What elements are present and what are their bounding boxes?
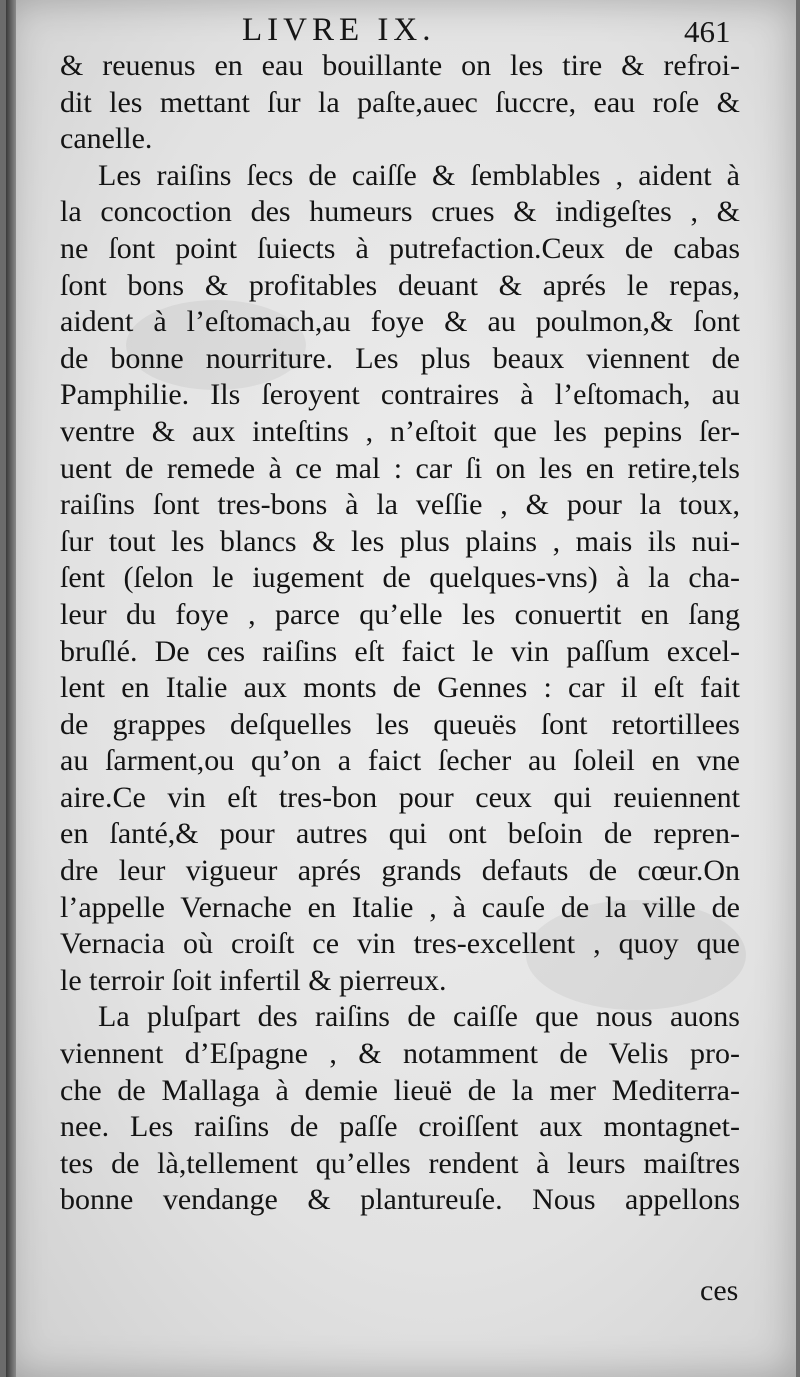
text-line: & reuenus en eau bouillante on les tire & refroi- — [60, 49, 740, 82]
text-line: lent en Italie aux monts de Gennes : car il eſt fait — [60, 671, 740, 705]
text-line: aident à l’eſtomach,au foye & au poulmon,& ſont — [60, 305, 740, 339]
text-line: ventre & aux inteſtins , n’eſtoit que les pepins ſer- — [60, 414, 740, 448]
text-line: ſent (ſelon le iugement de quelques-vns) à la cha- — [60, 561, 740, 595]
page-binding-edge — [6, 0, 16, 1377]
catchword: ces — [700, 1274, 739, 1307]
text-line: che de Mallaga à demie lieuë de la mer Mediterra- — [60, 1073, 740, 1107]
text-line: raiſins ſont tres-bons à la veſſie , & pour la toux, — [60, 488, 740, 522]
text-line: dre leur vigueur aprés grands defauts de cœur.On — [60, 854, 740, 888]
text-line: La pluſpart des raiſins de caiſſe que nous auons — [98, 1000, 740, 1034]
text-line: Vernacia où croiſt ce vin tres-excellent , quoy que — [60, 927, 740, 961]
text-line: canelle. — [60, 122, 153, 156]
text-line: tes de là,tellement qu’elles rendent à leurs maiſtres — [60, 1146, 740, 1180]
page-number: 461 — [684, 14, 731, 49]
body-text — [60, 48, 740, 1219]
paragraph — [60, 999, 740, 1219]
text-line: le terroir ſoit infertil & pierreux. — [60, 963, 447, 997]
text-line: de grappes deſquelles les queuës ſont retortillees — [60, 707, 740, 741]
text-line: Les raiſins ſecs de caiſſe & ſemblables , aident à — [98, 158, 740, 192]
text-line: viennent d’Eſpagne , & notamment de Velis pro- — [60, 1037, 740, 1071]
paragraph — [60, 48, 740, 158]
text-line: bonne vendange & plantureuſe. Nous appellons — [60, 1183, 740, 1217]
text-line: leur du foye , parce qu’elle les conuertit en ſang — [60, 597, 740, 631]
text-line: en ſanté,& pour autres qui ont beſoin de repren- — [60, 817, 740, 851]
text-line: la concoction des humeurs crues & indigeſtes , & — [60, 195, 740, 229]
text-line: nee. Les raiſins de paſſe croiſſent aux montagnet- — [60, 1110, 740, 1144]
text-line: uent de remede à ce mal : car ſi on les en retire,tels — [60, 451, 740, 485]
text-line: Pamphilie. Ils ſeroyent contraires à l’eſtomach, au — [60, 378, 740, 412]
text-line: dit les mettant ſur la paſte,auec ſuccre, eau roſe & — [60, 85, 740, 119]
text-line: ne ſont point ſuiects à putrefaction.Ceux de cabas — [60, 231, 740, 265]
page-header — [0, 10, 800, 50]
running-title: LIVRE IX. — [242, 12, 436, 48]
text-line: bruſlé. De ces raiſins eſt faict le vin paſſum excel- — [60, 634, 740, 668]
paragraph — [60, 158, 740, 1000]
text-line: ſont bons & profitables deuant & aprés le repas, — [60, 268, 740, 302]
text-line: de bonne nourriture. Les plus beaux viennent de — [60, 341, 740, 375]
text-line: ſur tout les blancs & les plus plains , mais ils nui- — [60, 524, 740, 558]
text-line: aire.Ce vin eſt tres-bon pour ceux qui reuiennent — [60, 780, 740, 814]
text-line: l’appelle Vernache en Italie , à cauſe de la ville de — [60, 890, 740, 924]
text-line: au ſarment,ou qu’on a faict ſecher au ſoleil en vne — [60, 744, 740, 778]
